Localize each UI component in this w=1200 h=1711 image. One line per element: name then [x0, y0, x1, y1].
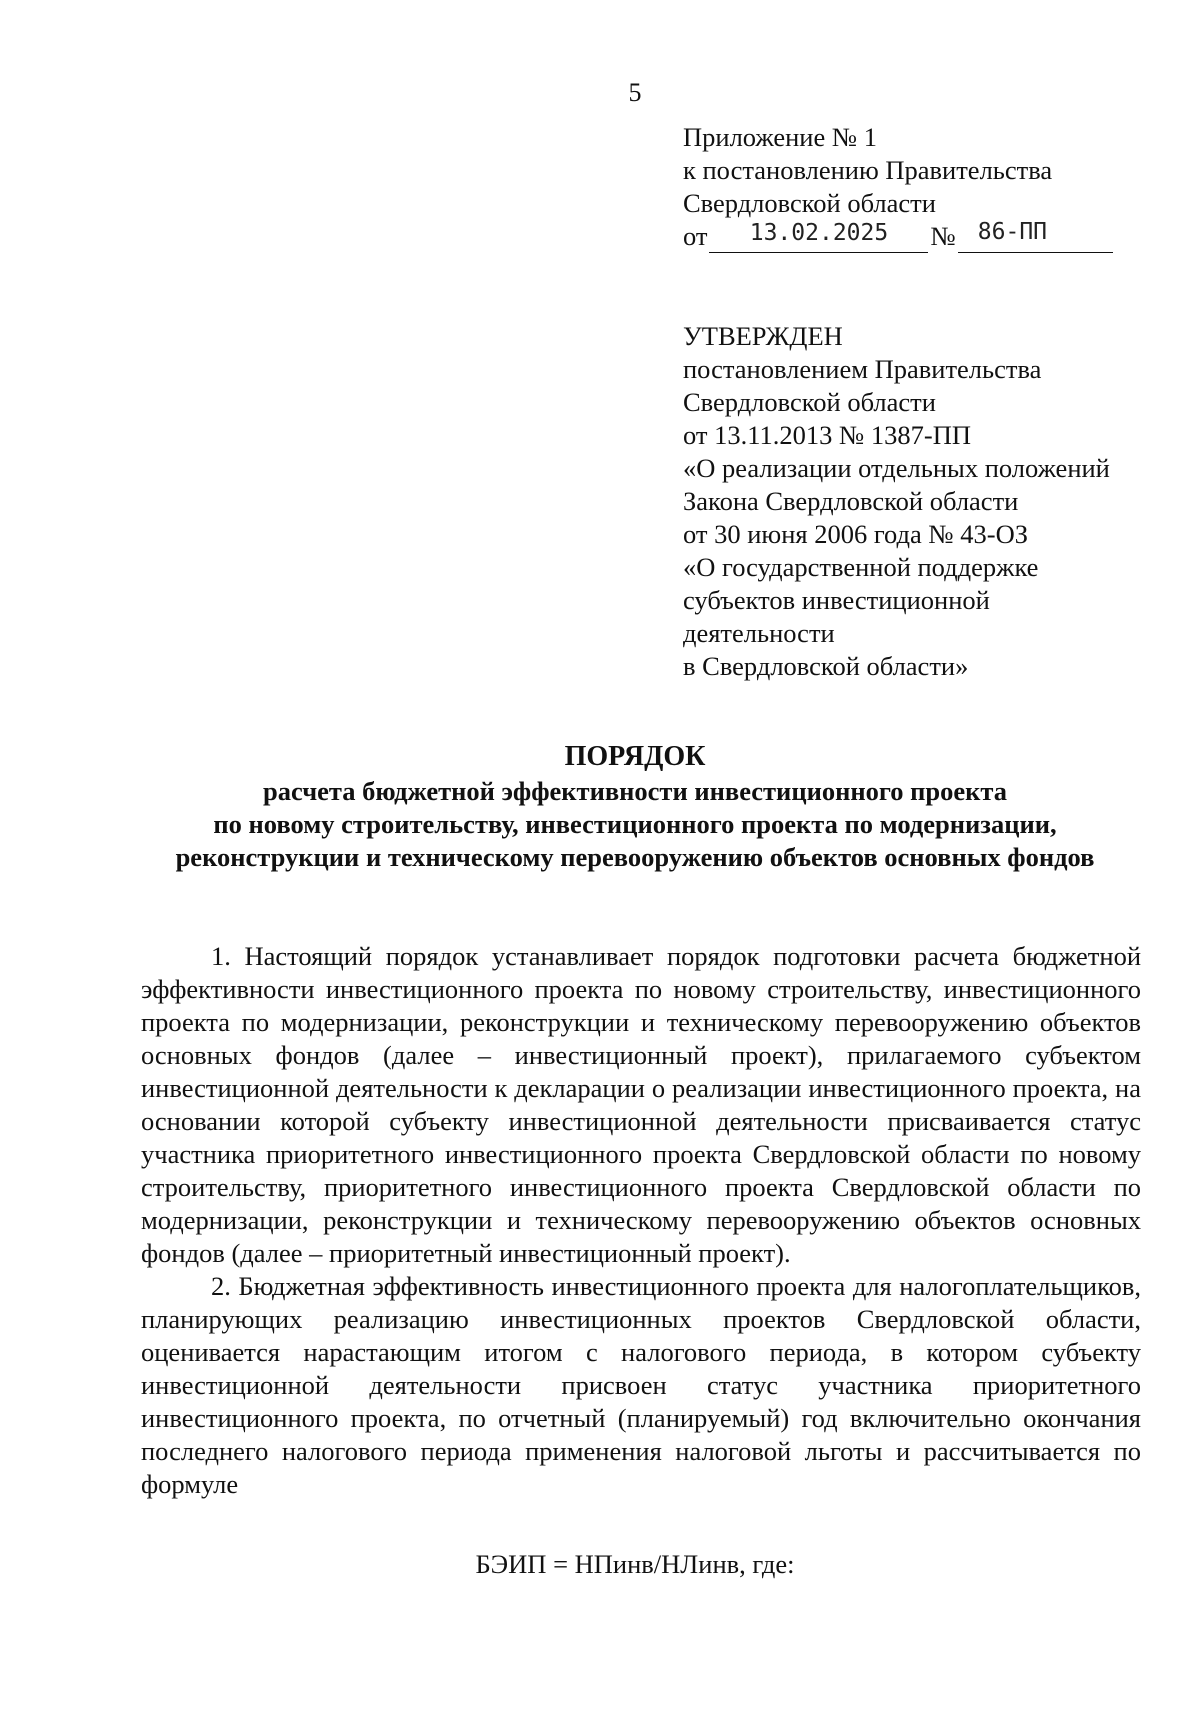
approved-line: УТВЕРЖДЕН	[683, 321, 843, 351]
appendix-line: к постановлению Правительства	[683, 155, 1053, 185]
approved-line: в Свердловской области»	[683, 651, 969, 681]
formula: БЭИП = НПинв/НЛинв, где:	[475, 1549, 795, 1579]
appendix-line: Свердловской области	[683, 188, 936, 218]
number-label: №	[930, 221, 956, 251]
approved-line: Закона Свердловской области	[683, 486, 1019, 516]
from-label: от	[683, 221, 708, 251]
approved-line: «О государственной поддержке	[683, 552, 1039, 582]
document-title	[130, 740, 1140, 874]
page-number: 5	[628, 78, 642, 107]
approved-line: «О реализации отдельных положений	[683, 453, 1110, 483]
approved-line: от 13.11.2013 № 1387-ПП	[683, 420, 972, 450]
approved-line: Свердловской области	[683, 387, 936, 417]
approved-line: субъектов инвестиционной	[683, 585, 990, 615]
appendix-date-row	[683, 220, 1113, 253]
number-value: 86-ПП	[977, 219, 1048, 245]
appendix-line: Приложение № 1	[683, 122, 878, 152]
title-line: реконструкции и техническому перевооружению объектов основных фондов	[175, 842, 1095, 872]
approved-block	[683, 320, 1110, 683]
body-text	[141, 940, 1141, 1501]
appendix-block	[683, 121, 1113, 253]
title-main: ПОРЯДОК	[564, 741, 706, 772]
number-field	[958, 219, 1113, 253]
approved-line: деятельности	[683, 618, 835, 648]
date-value: 13.02.2025	[749, 220, 889, 246]
date-field	[709, 222, 928, 253]
paragraph-2: 2. Бюджетная эффективность инвестиционного проекта для налогоплательщиков, планирующих реализацию инвестиционных проектов Свердловской области, оценивается нарастающим итогом с налогового периода, в котором субъекту инвестиционной деятельности присвоен статус участника приоритетного инвестиционного проекта, по отчетный (планируемый) год включительно окончания последнего налогового периода применения налоговой льготы и рассчитывается по формуле	[141, 1271, 1141, 1499]
title-line: расчета бюджетной эффективности инвестиционного проекта	[262, 776, 1008, 806]
approved-line: от 30 июня 2006 года № 43-ОЗ	[683, 519, 1029, 549]
approved-line: постановлением Правительства	[683, 354, 1042, 384]
paragraph-1: 1. Настоящий порядок устанавливает порядок подготовки расчета бюджетной эффективности инвестиционного проекта по новому строительству, инвестиционного проекта по модернизации, реконструкции и техническому перевооружению объектов основных фондов (далее – инвестиционный проект), прилагаемого субъектом инвестиционной деятельности к декларации о реализации инвестиционного проекта, на основании которой субъекту инвестиционной деятельности присваивается статус участника приоритетного инвестиционного проекта Свердловской области по новому строительству, приоритетного инвестиционного проекта Свердловской области по модернизации, реконструкции и техническому перевооружению объектов основных фондов (далее – приоритетный инвестиционный проект).	[141, 941, 1141, 1268]
title-line: по новому строительству, инвестиционного проекта по модернизации,	[213, 809, 1057, 839]
